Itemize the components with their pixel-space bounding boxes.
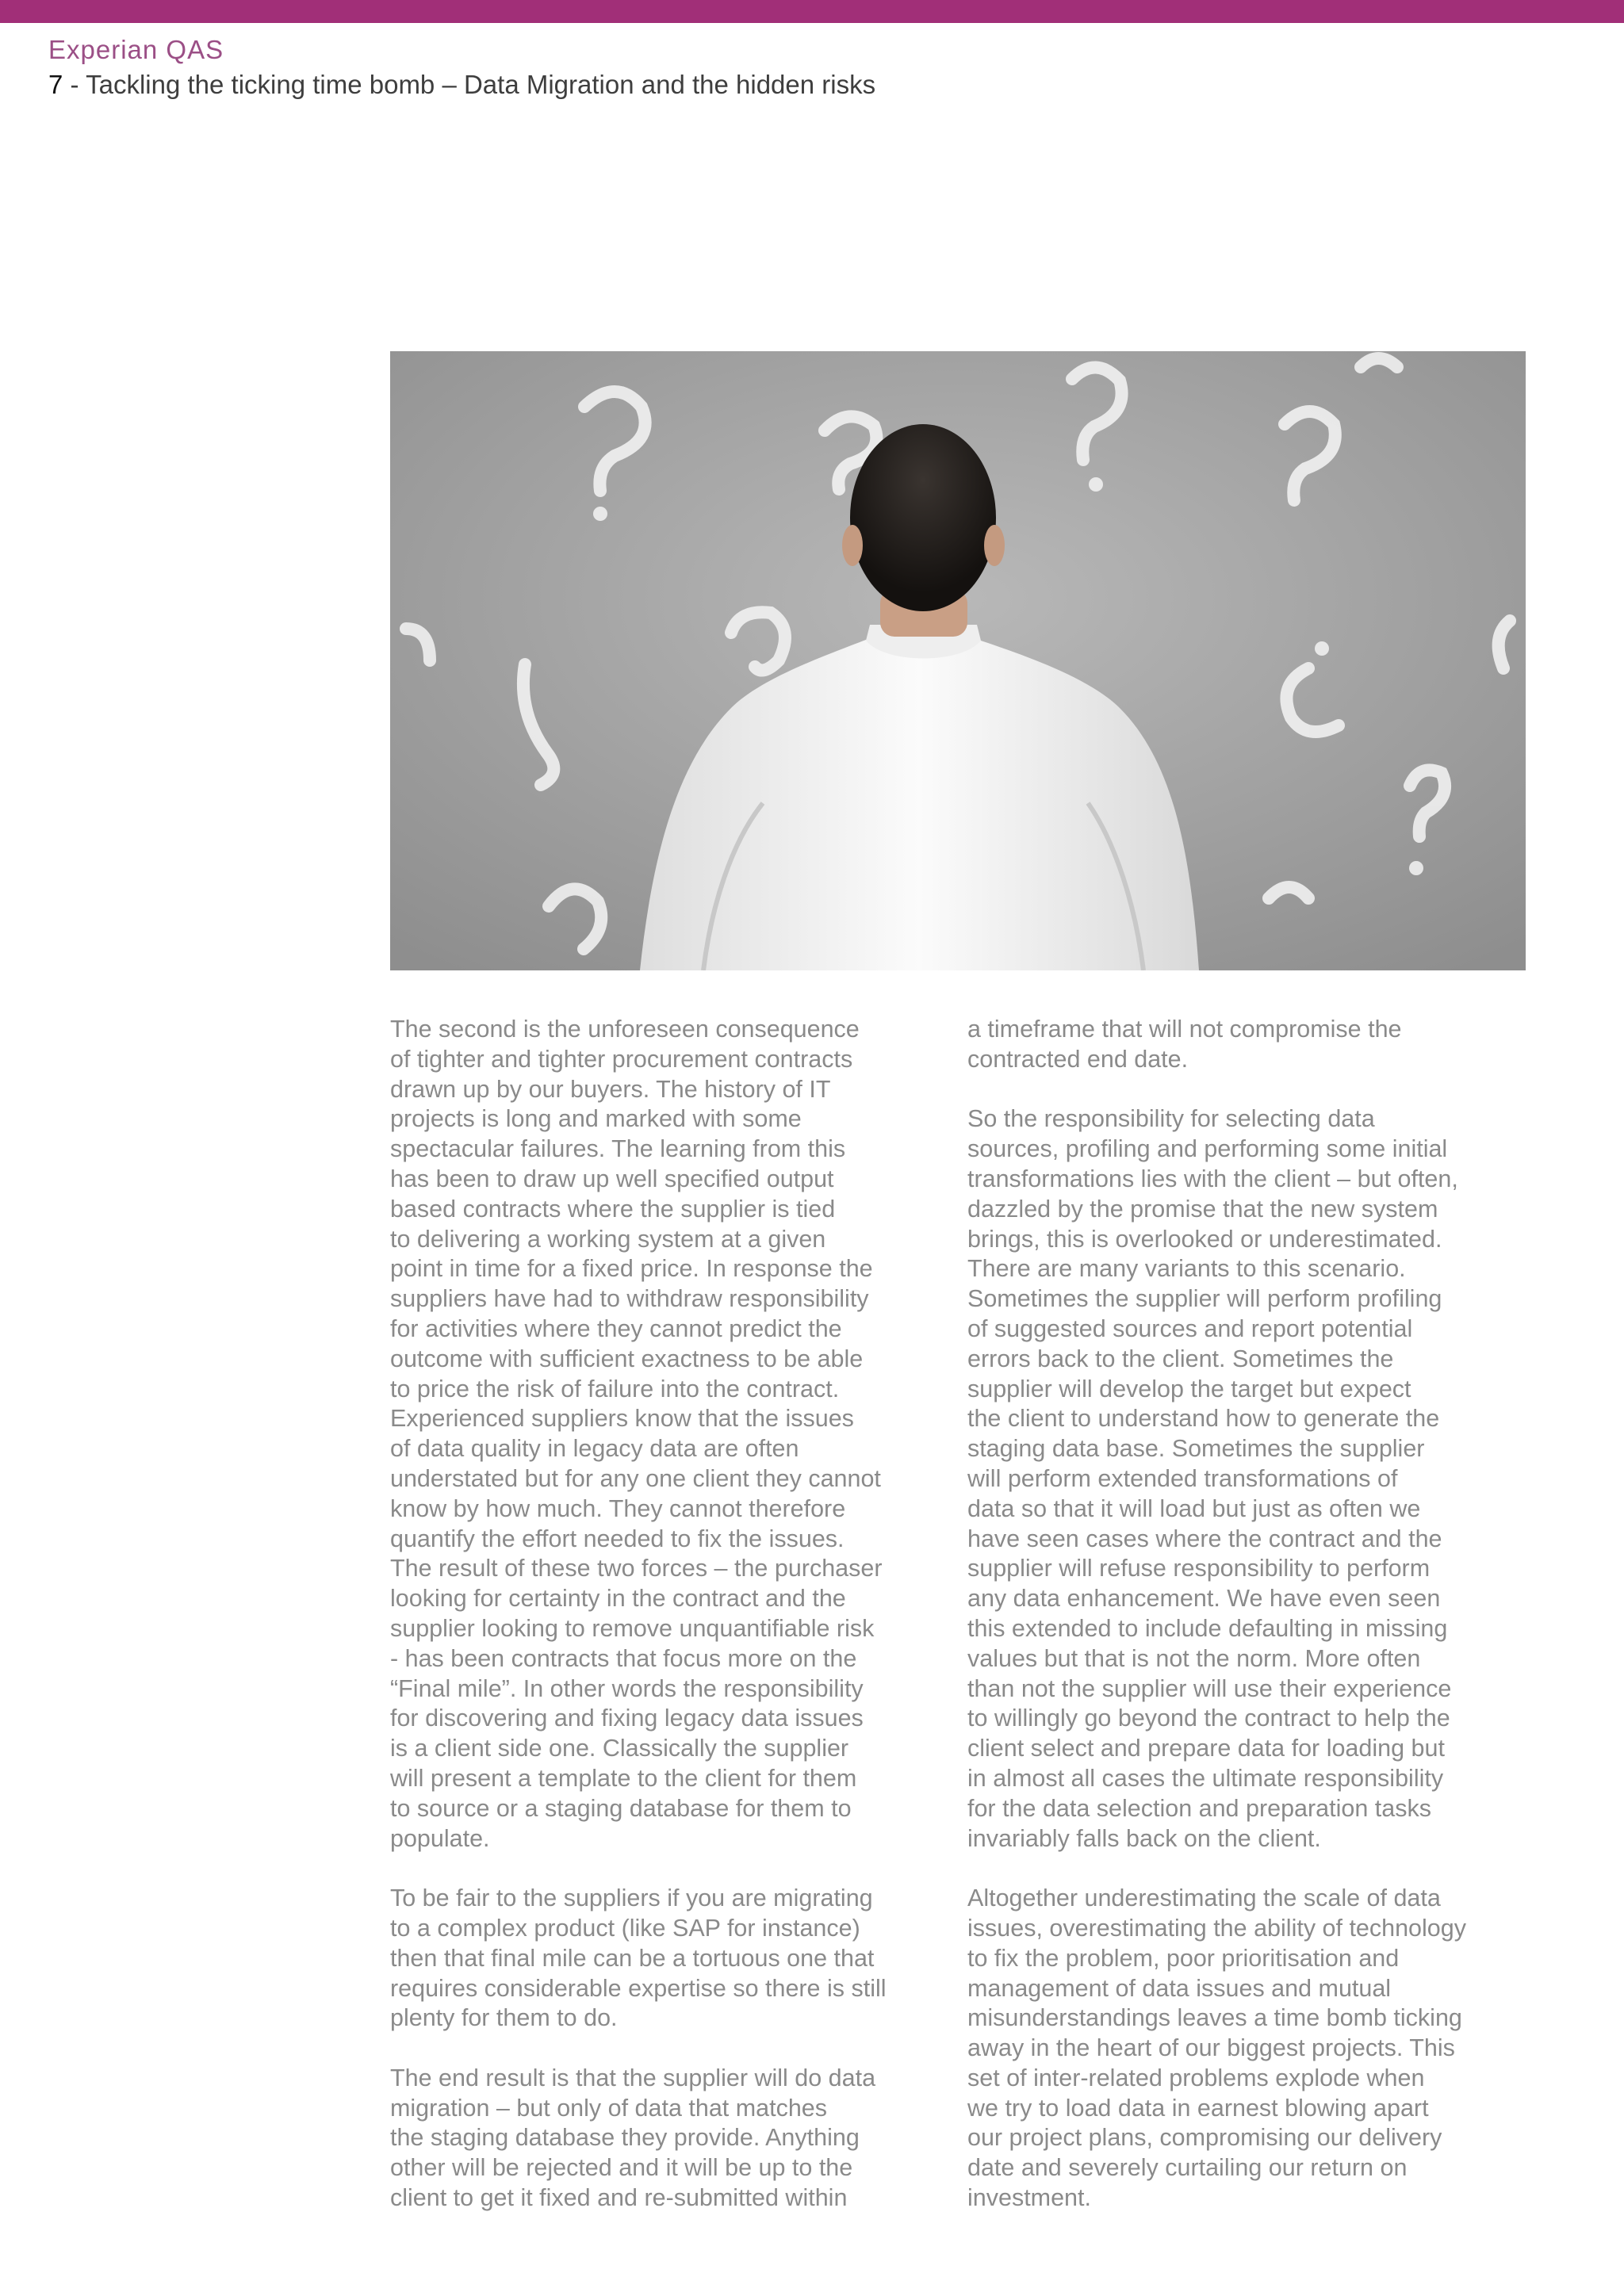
text-line: projects is long and marked with some xyxy=(390,1105,802,1133)
text-line: is a client side one. Classically the supplier xyxy=(390,1735,849,1762)
text-line: this extended to include defaulting in missing xyxy=(967,1614,1448,1642)
text-line: suppliers have had to withdraw responsibility xyxy=(390,1285,869,1313)
text-line: transformations lies with the client – but often, xyxy=(967,1165,1458,1192)
text-line: for the data selection and preparation tasks xyxy=(967,1794,1431,1822)
text-line: will present a template to the client for them xyxy=(390,1764,857,1792)
text-line: has been to draw up well specified output xyxy=(390,1165,834,1192)
text-line: “Final mile”. In other words the responsibility xyxy=(390,1674,864,1702)
paragraph xyxy=(967,1104,1522,1854)
text-line: The second is the unforeseen consequence xyxy=(390,1016,860,1043)
text-line: point in time for a fixed price. In response the xyxy=(390,1255,873,1283)
text-line: then that final mile can be a tortuous one that xyxy=(390,1944,875,1972)
text-line: of data quality in legacy data are often xyxy=(390,1435,799,1463)
text-line: understated but for any one client they cannot xyxy=(390,1464,881,1492)
header-accent-bar xyxy=(0,0,1624,23)
text-line: know by how much. They cannot therefore xyxy=(390,1494,846,1522)
text-line: issues, overestimating the ability of technology xyxy=(967,1914,1466,1942)
text-line: staging data base. Sometimes the supplier xyxy=(967,1435,1425,1463)
text-line: misunderstandings leaves a time bomb ticking xyxy=(967,2004,1462,2032)
text-line: sources, profiling and performing some initial xyxy=(967,1135,1448,1163)
text-line: outcome with sufficient exactness to be able xyxy=(390,1345,864,1372)
text-line: we try to load data in earnest blowing apart xyxy=(967,2094,1429,2122)
text-line: dazzled by the promise that the new system xyxy=(967,1195,1438,1223)
text-line: Experienced suppliers know that the issues xyxy=(390,1405,854,1433)
paragraph xyxy=(967,1884,1522,2214)
text-line: supplier will develop the target but expect xyxy=(967,1375,1411,1402)
text-line: requires considerable expertise so there is still xyxy=(390,1974,887,2002)
text-line: date and severely curtailing our return on xyxy=(967,2154,1408,2182)
text-line: will perform extended transformations of xyxy=(967,1464,1398,1492)
text-line: for discovering and fixing legacy data issues xyxy=(390,1705,864,1732)
text-line: The end result is that the supplier will do data xyxy=(390,2064,876,2091)
text-line: in almost all cases the ultimate responsibility xyxy=(967,1764,1444,1792)
text-line: client to get it fixed and re-submitted within xyxy=(390,2184,848,2212)
text-line: based contracts where the supplier is tied xyxy=(390,1195,836,1223)
text-line: management of data issues and mutual xyxy=(967,1974,1392,2002)
text-line: of suggested sources and report potential xyxy=(967,1314,1413,1342)
text-line: There are many variants to this scenario. xyxy=(967,1255,1406,1283)
text-line: populate. xyxy=(390,1824,490,1852)
text-line: to willingly go beyond the contract to help the xyxy=(967,1705,1450,1732)
text-line: than not the supplier will use their experience xyxy=(967,1674,1452,1702)
text-line: any data enhancement. We have even seen xyxy=(967,1585,1441,1613)
text-line: data so that it will load but just as often we xyxy=(967,1494,1421,1522)
text-line: - has been contracts that focus more on the xyxy=(390,1644,857,1672)
page-title xyxy=(48,70,875,100)
text-line: the staging database they provide. Anything xyxy=(390,2124,860,2152)
left-text-column xyxy=(390,1015,945,2214)
paragraph xyxy=(390,1015,945,1854)
text-line: drawn up by our buyers. The history of IT xyxy=(390,1075,831,1103)
text-line: to fix the problem, poor prioritisation and xyxy=(967,1944,1400,1972)
photo-man-question-marks xyxy=(390,351,1526,970)
text-line: of tighter and tighter procurement contracts xyxy=(390,1045,853,1073)
text-line: investment. xyxy=(967,2184,1091,2212)
text-line: So the responsibility for selecting data xyxy=(967,1105,1375,1133)
text-line: To be fair to the suppliers if you are migrating xyxy=(390,1885,873,1912)
brand-name: Experian QAS xyxy=(48,35,224,64)
document-title: - Tackling the ticking time bomb – Data Migration and the hidden risks xyxy=(63,70,876,99)
text-line: plenty for them to do. xyxy=(390,2004,618,2032)
text-line: The result of these two forces – the purchaser xyxy=(390,1555,883,1582)
text-line: other will be rejected and it will be up to the xyxy=(390,2154,853,2182)
text-line: client select and prepare data for loading but xyxy=(967,1735,1445,1762)
text-line: supplier will refuse responsibility to perform xyxy=(967,1555,1431,1582)
paragraph xyxy=(390,1884,945,2034)
text-line: to a complex product (like SAP for instance) xyxy=(390,1914,860,1942)
text-line: the client to understand how to generate the xyxy=(967,1405,1440,1433)
text-line: quantify the effort needed to fix the issues. xyxy=(390,1525,845,1552)
text-line: to price the risk of failure into the contract. xyxy=(390,1375,840,1402)
text-line: brings, this is overlooked or underestimated. xyxy=(967,1225,1442,1253)
paragraph xyxy=(967,1015,1522,1075)
text-line: to source or a staging database for them to xyxy=(390,1794,852,1822)
text-line: looking for certainty in the contract and the xyxy=(390,1585,846,1613)
paragraph xyxy=(390,2064,945,2214)
text-line: Altogether underestimating the scale of data xyxy=(967,1885,1441,1912)
text-line: away in the heart of our biggest projects. This xyxy=(967,2034,1455,2062)
text-line: have seen cases where the contract and the xyxy=(967,1525,1442,1552)
page-number: 7 xyxy=(48,70,63,99)
text-line: our project plans, compromising our delivery xyxy=(967,2124,1442,2152)
text-line: Sometimes the supplier will perform profiling xyxy=(967,1285,1442,1313)
right-text-column xyxy=(967,1015,1522,2214)
text-line: for activities where they cannot predict the xyxy=(390,1314,842,1342)
text-line: migration – but only of data that matches xyxy=(390,2094,828,2122)
text-line: spectacular failures. The learning from this xyxy=(390,1135,846,1163)
text-line: invariably falls back on the client. xyxy=(967,1824,1321,1852)
text-line: to delivering a working system at a given xyxy=(390,1225,826,1253)
text-line: contracted end date. xyxy=(967,1045,1189,1073)
text-line: values but that is not the norm. More often xyxy=(967,1644,1421,1672)
text-line: set of inter-related problems explode when xyxy=(967,2064,1425,2091)
text-line: errors back to the client. Sometimes the xyxy=(967,1345,1394,1372)
text-line: supplier looking to remove unquantifiable risk xyxy=(390,1614,875,1642)
text-line: a timeframe that will not compromise the xyxy=(967,1016,1402,1043)
